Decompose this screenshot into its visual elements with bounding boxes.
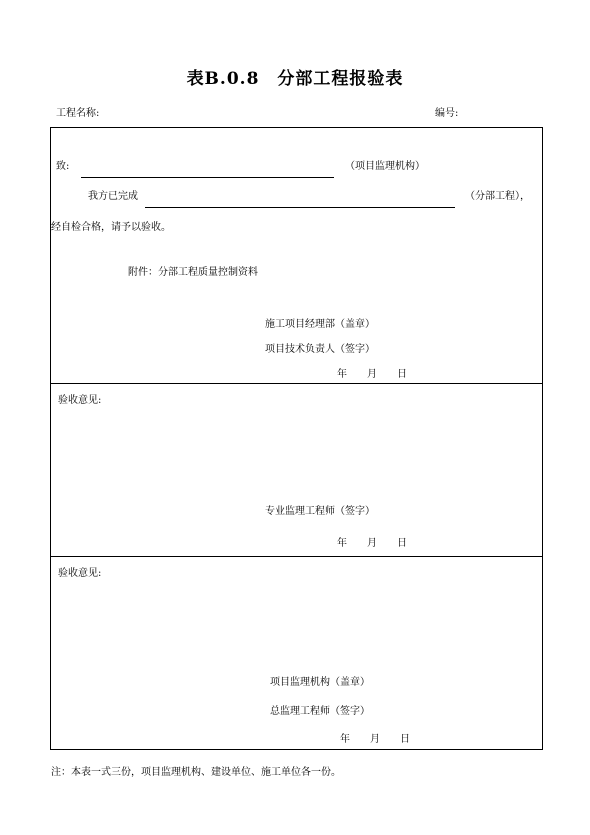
day-label: 日 — [400, 734, 410, 745]
year-label: 年 — [340, 734, 350, 745]
signer-specialist-engineer: 专业监理工程师（签字） — [265, 506, 375, 517]
signer-supervision-agency: 项目监理机构（盖章） — [270, 677, 370, 688]
year-label: 年 — [337, 369, 347, 380]
opinion-label-2: 验收意见: — [58, 568, 102, 579]
project-name-label: 工程名称: — [56, 108, 100, 119]
form-title: 表B.0.8 分部工程报验表 — [186, 69, 404, 89]
day-label: 日 — [397, 369, 407, 380]
month-label: 月 — [370, 734, 380, 745]
attachment-text: 附件：分部工程质量控制资料 — [128, 267, 258, 278]
signer-chief-engineer: 总监理工程师（签字） — [270, 706, 370, 717]
opinion-label-1: 验收意见: — [58, 395, 102, 406]
month-label: 月 — [367, 538, 377, 549]
month-label: 月 — [367, 369, 377, 380]
number-label: 编号: — [435, 108, 459, 119]
date-row-1 — [337, 365, 427, 380]
subproject-field[interactable] — [145, 207, 455, 208]
self-check-text: 经自检合格，请予以验收。 — [51, 222, 171, 233]
signer-construction-dept: 施工项目经理部（盖章） — [265, 319, 375, 330]
year-label: 年 — [337, 538, 347, 549]
to-suffix: （项目监理机构） — [345, 161, 425, 172]
date-row-2 — [337, 534, 427, 549]
date-row-3 — [340, 730, 430, 745]
signer-technical-lead: 项目技术负责人（签字） — [265, 344, 375, 355]
completed-label: 我方已完成 — [88, 191, 138, 202]
recipient-field[interactable] — [81, 177, 334, 178]
section-chief-opinion — [50, 556, 543, 750]
day-label: 日 — [397, 538, 407, 549]
footnote: 注：本表一式三份，项目监理机构、建设单位、施工单位各一份。 — [51, 767, 341, 778]
to-label: 致: — [56, 161, 70, 172]
completed-suffix: （分部工程）， — [465, 191, 530, 202]
section-specialist-opinion — [50, 383, 543, 557]
